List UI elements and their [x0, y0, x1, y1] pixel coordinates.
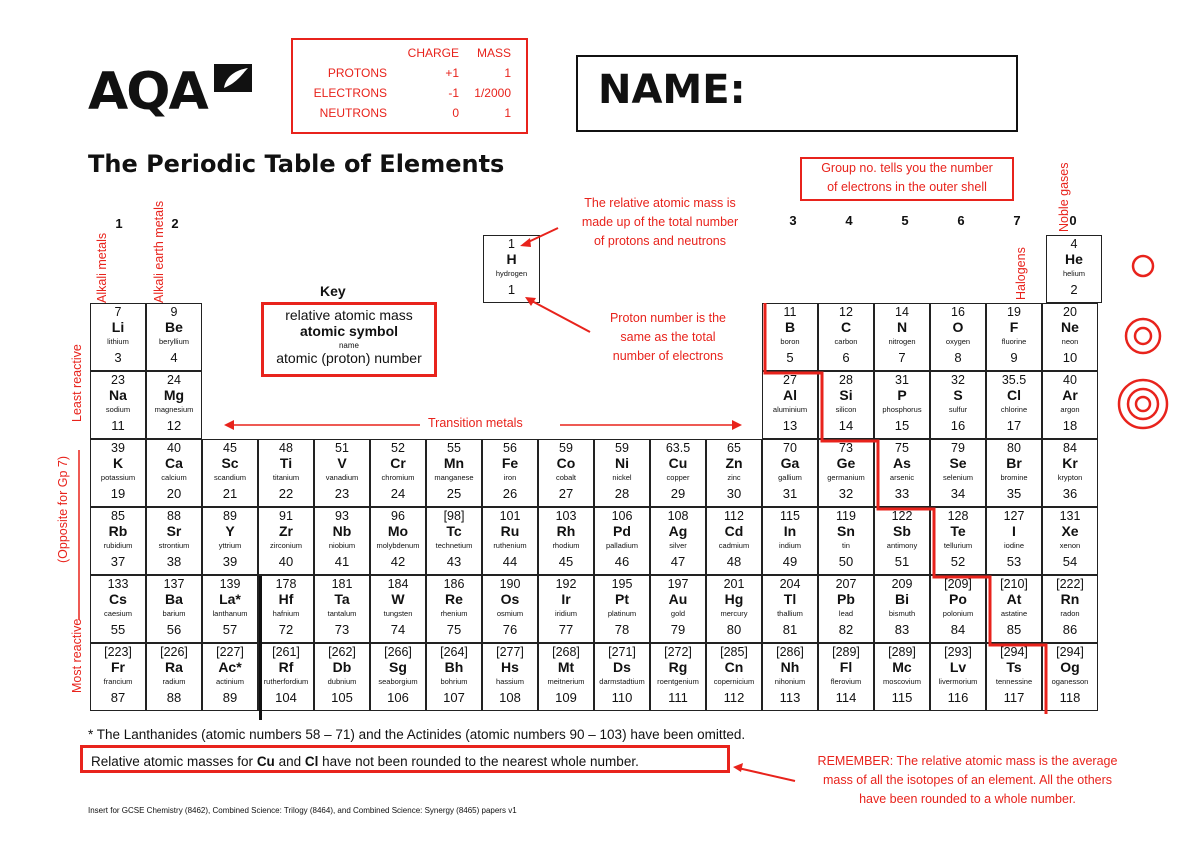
halogens-label: Halogens: [1014, 247, 1028, 300]
particles-row: PROTONS +1 1: [327, 66, 511, 80]
element-cell-astatine[interactable]: [210] At astatine 85: [986, 575, 1042, 643]
element-cell-silver[interactable]: 108 Ag silver 47: [650, 507, 706, 575]
group-number: 2: [171, 216, 179, 231]
element-cell-hassium[interactable]: [277] Hs hassium 108: [482, 643, 538, 711]
element-cell-yttrium[interactable]: 89 Y yttrium 39: [202, 507, 258, 575]
aqa-logo-mark-icon: [212, 60, 254, 94]
element-cell-barium[interactable]: 137 Ba barium 56: [146, 575, 202, 643]
lanthanides-footnote: * The Lanthanides (atomic numbers 58 – 71) and the Actinides (atomic numbers 90 – 103) have been omitted.: [88, 727, 746, 742]
element-cell-aluminium[interactable]: 27 Al aluminium 13: [762, 371, 818, 439]
element-cell-strontium[interactable]: 88 Sr strontium 38: [146, 507, 202, 575]
element-cell-nitrogen[interactable]: 14 N nitrogen 7: [874, 303, 930, 371]
element-cell-rhodium[interactable]: 103 Rh rhodium 45: [538, 507, 594, 575]
element-cell-thallium[interactable]: 204 Tl thallium 81: [762, 575, 818, 643]
element-cell-cobalt[interactable]: 59 Co cobalt 27: [538, 439, 594, 507]
element-cell-actinium[interactable]: [227] Ac* actinium 89: [202, 643, 258, 711]
element-cell-chlorine[interactable]: 35.5 Cl chlorine 17: [986, 371, 1042, 439]
shell-ring-icon: [1126, 319, 1160, 353]
element-cell-hydrogen[interactable]: 1 H hydrogen 1: [483, 235, 540, 303]
key-box: [261, 302, 437, 377]
element-cell-argon[interactable]: 40 Ar argon 18: [1042, 371, 1098, 439]
element-cell-iridium[interactable]: 192 Ir iridium 77: [538, 575, 594, 643]
key-name-label: name: [338, 341, 359, 350]
element-cell-potassium[interactable]: 39 K potassium 19: [90, 439, 146, 507]
element-cell-flerovium[interactable]: [289] Fl flerovium 114: [818, 643, 874, 711]
lanthanide-divider: [259, 576, 262, 720]
group-number: 1: [115, 216, 123, 231]
element-cell-titanium[interactable]: 48 Ti titanium 22: [258, 439, 314, 507]
least-reactive-label: Least reactive: [70, 344, 84, 422]
element-cell-platinum[interactable]: 195 Pt platinum 78: [594, 575, 650, 643]
group-number: 7: [1013, 213, 1021, 228]
element-cell-oganesson[interactable]: [294] Og oganesson 118: [1042, 643, 1098, 711]
aqa-logo: AQA: [88, 62, 207, 122]
element-cell-cadmium[interactable]: 112 Cd cadmium 48: [706, 507, 762, 575]
element-cell-phosphorus[interactable]: 31 P phosphorus 15: [874, 371, 930, 439]
group-number: 4: [845, 213, 853, 228]
particles-row: NEUTRONS 0 1: [319, 106, 511, 120]
particles-table: [291, 38, 528, 134]
shell-ring-icon: [1136, 397, 1150, 411]
element-cell-tantalum[interactable]: 181 Ta tantalum 73: [314, 575, 370, 643]
element-cell-palladium[interactable]: 106 Pd palladium 46: [594, 507, 650, 575]
element-cell-tellurium[interactable]: 128 Te tellurium 52: [930, 507, 986, 575]
element-cell-livermorium[interactable]: [293] Lv livermorium 116: [930, 643, 986, 711]
element-cell-hafnium[interactable]: 178 Hf hafnium 72: [258, 575, 314, 643]
element-cell-polonium[interactable]: [209] Po polonium 84: [930, 575, 986, 643]
element-cell-mercury[interactable]: 201 Hg mercury 80: [706, 575, 762, 643]
group-number: 0: [1069, 213, 1077, 228]
element-cell-sodium[interactable]: 23 Na sodium 11: [90, 371, 146, 439]
element-cell-gold[interactable]: 197 Au gold 79: [650, 575, 706, 643]
element-cell-rhenium[interactable]: 186 Re rhenium 75: [426, 575, 482, 643]
element-cell-rubidium[interactable]: 85 Rb rubidium 37: [90, 507, 146, 575]
element-cell-magnesium[interactable]: 24 Mg magnesium 12: [146, 371, 202, 439]
group-note-box: Group no. tells you the number of electrons in the outer shell: [800, 157, 1014, 201]
element-cell-xenon[interactable]: 131 Xe xenon 54: [1042, 507, 1098, 575]
particles-row: ELECTRONS -1 1/2000: [313, 86, 511, 100]
opposite-note-label: (Opposite for Gp 7): [56, 456, 70, 563]
alkali-metals-label: Alkali metals: [95, 232, 109, 303]
element-cell-calcium[interactable]: 40 Ca calcium 20: [146, 439, 202, 507]
group-number: 3: [789, 213, 797, 228]
particles-header: CHARGE MASS: [407, 46, 511, 60]
element-cell-osmium[interactable]: 190 Os osmium 76: [482, 575, 538, 643]
element-cell-silicon[interactable]: 28 Si silicon 14: [818, 371, 874, 439]
element-cell-radium[interactable]: [226] Ra radium 88: [146, 643, 202, 711]
element-cell-germanium[interactable]: 73 Ge germanium 32: [818, 439, 874, 507]
remember-note: REMEMBER: The relative atomic mass is the average mass of all the isotopes of an element. All the others have been rounded to a whole number.: [817, 754, 1118, 806]
element-cell-roentgenium[interactable]: [272] Rg roentgenium 111: [650, 643, 706, 711]
element-cell-ruthenium[interactable]: 101 Ru ruthenium 44: [482, 507, 538, 575]
reactivity-arrow: [70, 340, 90, 720]
element-cell-rutherfordium[interactable]: [261] Rf rutherfordium 104: [258, 643, 314, 711]
key-heading: Key: [320, 283, 346, 299]
element-cell-meitnerium[interactable]: [268] Mt meitnerium 109: [538, 643, 594, 711]
element-cell-chromium[interactable]: 52 Cr chromium 24: [370, 439, 426, 507]
element-cell-seaborgium[interactable]: [266] Sg seaborgium 106: [370, 643, 426, 711]
transition-arrow-left-head: [224, 420, 234, 430]
element-cell-nickel[interactable]: 59 Ni nickel 28: [594, 439, 650, 507]
element-cell-dubnium[interactable]: [262] Db dubnium 105: [314, 643, 370, 711]
group-number: 5: [901, 213, 909, 228]
element-cell-gallium[interactable]: 70 Ga gallium 31: [762, 439, 818, 507]
element-cell-molybdenum[interactable]: 96 Mo molybdenum 42: [370, 507, 426, 575]
element-cell-bohrium[interactable]: [264] Bh bohrium 107: [426, 643, 482, 711]
element-cell-krypton[interactable]: 84 Kr krypton 36: [1042, 439, 1098, 507]
element-cell-zirconium[interactable]: 91 Zr zirconium 40: [258, 507, 314, 575]
noble-gases-label: Noble gases: [1057, 162, 1071, 232]
element-cell-francium[interactable]: [223] Fr francium 87: [90, 643, 146, 711]
shell-ring-icon: [1135, 328, 1151, 344]
element-cell-sulfur[interactable]: 32 S sulfur 16: [930, 371, 986, 439]
shell-ring-icon: [1119, 380, 1167, 428]
element-cell-arsenic[interactable]: 75 As arsenic 33: [874, 439, 930, 507]
rounding-note: Relative atomic masses for Cu and Cl have not been rounded to the nearest whole number.: [80, 745, 730, 773]
key-symbol-label: atomic symbol: [299, 323, 399, 339]
element-cell-bismuth[interactable]: 209 Bi bismuth 83: [874, 575, 930, 643]
element-cell-lead[interactable]: 207 Pb lead 82: [818, 575, 874, 643]
element-cell-zinc[interactable]: 65 Zn zinc 30: [706, 439, 762, 507]
element-cell-technetium[interactable]: [98] Tc technetium 43: [426, 507, 482, 575]
element-cell-boron[interactable]: 11 B boron 5: [762, 303, 818, 371]
element-cell-copper[interactable]: 63.5 Cu copper 29: [650, 439, 706, 507]
insert-footer: Insert for GCSE Chemistry (8462), Combined Science: Trilogy (8464), and Combined Science: Synergy (8465) papers v1: [88, 806, 517, 815]
element-cell-tin[interactable]: 119 Sn tin 50: [818, 507, 874, 575]
transition-arrow-right-head: [732, 420, 742, 430]
element-cell-iron[interactable]: 56 Fe iron 26: [482, 439, 538, 507]
element-cell-nihonium[interactable]: [286] Nh nihonium 113: [762, 643, 818, 711]
most-reactive-label: Most reactive: [70, 618, 84, 693]
element-cell-lanthanum[interactable]: 139 La* lanthanum 57: [202, 575, 258, 643]
element-cell-oxygen[interactable]: 16 O oxygen 8: [930, 303, 986, 371]
element-cell-scandium[interactable]: 45 Sc scandium 21: [202, 439, 258, 507]
name-label: NAME:: [598, 67, 746, 113]
element-cell-tungsten[interactable]: 184 W tungsten 74: [370, 575, 426, 643]
group-number: 6: [957, 213, 965, 228]
mass-note: The relative atomic mass is made up of the total number of protons and neutrons: [581, 196, 739, 248]
element-cell-radon[interactable]: [222] Rn radon 86: [1042, 575, 1098, 643]
proton-note: Proton number is the same as the total number of electrons: [609, 311, 727, 363]
element-cell-bromine[interactable]: 80 Br bromine 35: [986, 439, 1042, 507]
element-cell-carbon[interactable]: 12 C carbon 6: [818, 303, 874, 371]
alkali-earth-metals-label: Alkali earth metals: [152, 200, 166, 303]
element-cell-tennessine[interactable]: [294] Ts tennessine 117: [986, 643, 1042, 711]
element-cell-manganese[interactable]: 55 Mn manganese 25: [426, 439, 482, 507]
shell-ring-icon: [1128, 389, 1158, 419]
element-cell-caesium[interactable]: 133 Cs caesium 55: [90, 575, 146, 643]
element-cell-indium[interactable]: 115 In indium 49: [762, 507, 818, 575]
remember-arrow-head: [733, 763, 743, 772]
element-cell-neon[interactable]: 20 Ne neon 10: [1042, 303, 1098, 371]
element-cell-iodine[interactable]: 127 I iodine 53: [986, 507, 1042, 575]
key-mass-label: relative atomic mass: [285, 307, 413, 323]
element-cell-fluorine[interactable]: 19 F fluorine 9: [986, 303, 1042, 371]
transition-metals-label: Transition metals: [425, 416, 526, 430]
element-cell-niobium[interactable]: 93 Nb niobium 41: [314, 507, 370, 575]
element-cell-lithium[interactable]: 7 Li lithium 3: [90, 303, 146, 371]
shell-ring-icon: [1133, 256, 1153, 276]
key-number-label: atomic (proton) number: [276, 350, 422, 366]
name-field[interactable]: [576, 55, 1018, 132]
element-cell-antimony[interactable]: 122 Sb antimony 51: [874, 507, 930, 575]
element-cell-moscovium[interactable]: [289] Mc moscovium 115: [874, 643, 930, 711]
element-cell-vanadium[interactable]: 51 V vanadium 23: [314, 439, 370, 507]
element-cell-beryllium[interactable]: 9 Be beryllium 4: [146, 303, 202, 371]
element-cell-helium[interactable]: 4 He helium 2: [1046, 235, 1102, 303]
element-cell-selenium[interactable]: 79 Se selenium 34: [930, 439, 986, 507]
element-cell-darmstadtium[interactable]: [271] Ds darmstadtium 110: [594, 643, 650, 711]
element-cell-copernicium[interactable]: [285] Cn copernicium 112: [706, 643, 762, 711]
remember-arrow: [738, 768, 795, 781]
page-title: The Periodic Table of Elements: [88, 150, 505, 178]
